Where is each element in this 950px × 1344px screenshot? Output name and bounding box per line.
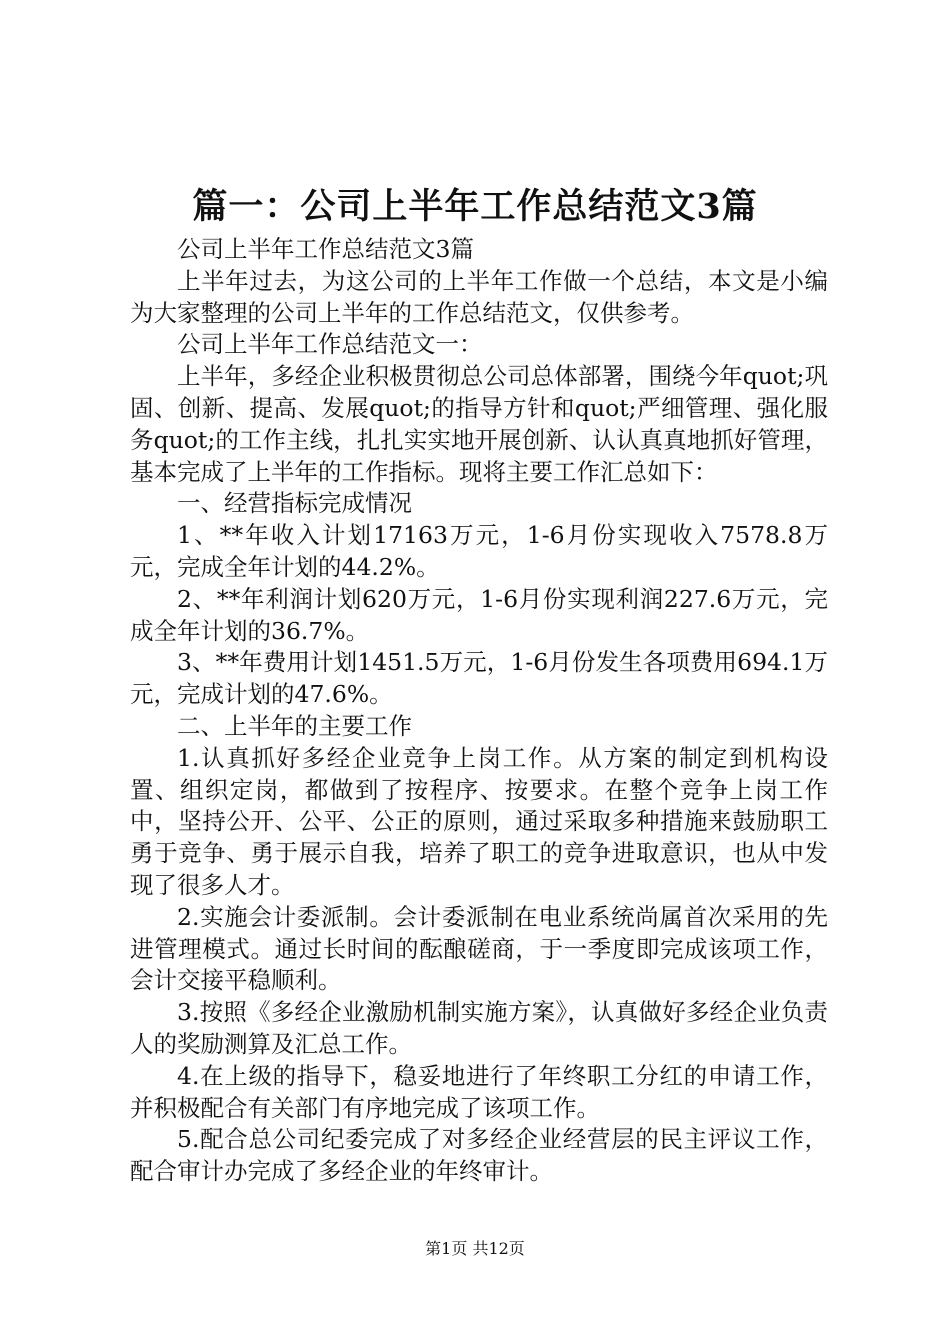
paragraph: 4.在上级的指导下，稳妥地进行了年终职工分红的申请工作，并积极配合有关部门有序地完成了该项工作。 <box>130 1061 828 1122</box>
paragraph: 上半年，多经企业积极贯彻总公司总体部署，围绕今年quot;巩固、创新、提高、发展quot;的指导方针和quot;严细管理、强化服务quot;的工作主线，扎扎实实地开展创新、认认真真地抓好管理，基本完成了上半年的工作指标。现将主要工作汇总如下： <box>130 362 828 486</box>
paragraph: 上半年过去，为这公司的上半年工作做一个总结，本文是小编为大家整理的公司上半年的工作总结范文，仅供参考。 <box>130 266 828 327</box>
section-heading: 二、上半年的主要工作 <box>177 711 412 740</box>
paragraph: 2.实施会计委派制。会计委派制在电业系统尚属首次采用的先进管理模式。通过长时间的酝酿磋商，于一季度即完成该项工作，会计交接平稳顺利。 <box>130 902 828 995</box>
paragraph: 公司上半年工作总结范文3篇 <box>177 235 474 263</box>
section-heading: 一、经营指标完成情况 <box>177 489 412 518</box>
paragraph: 1.认真抓好多经企业竞争上岗工作。从方案的制定到机构设置、组织定岗，都做到了按程序、按要求。在整个竞争上岗工作中，坚持公开、公平、公正的原则，通过采取多种措施来鼓励职工勇于竞争、勇于展示自我，培养了职工的竞争进取意识，也从中发现了很多人才。 <box>130 743 828 899</box>
paragraph: 1、**年收入计划17163万元，1-6月份实现收入7578.8万元，完成全年计划的44.2%。 <box>130 521 828 581</box>
page-footer: 第1页 共12页 <box>425 1239 525 1258</box>
document-title: 篇一：公司上半年工作总结范文3篇 <box>192 186 758 227</box>
paragraph: 2、**年利润计划620万元，1-6月份实现利润227.6万元，完成全年计划的36.7%。 <box>130 584 828 645</box>
paragraph: 3、**年费用计划1451.5万元，1-6月份发生各项费用694.1万元，完成计划的47.6%。 <box>130 648 828 709</box>
paragraph: 3.按照《多经企业激励机制实施方案》，认真做好多经企业负责人的奖励测算及汇总工作。 <box>130 998 828 1058</box>
document-body <box>130 234 828 1188</box>
paragraph: 5.配合总公司纪委完成了对多经企业经营层的民主评议工作，配合审计办完成了多经企业的年终审计。 <box>130 1125 828 1186</box>
paragraph: 公司上半年工作总结范文一： <box>177 330 483 359</box>
